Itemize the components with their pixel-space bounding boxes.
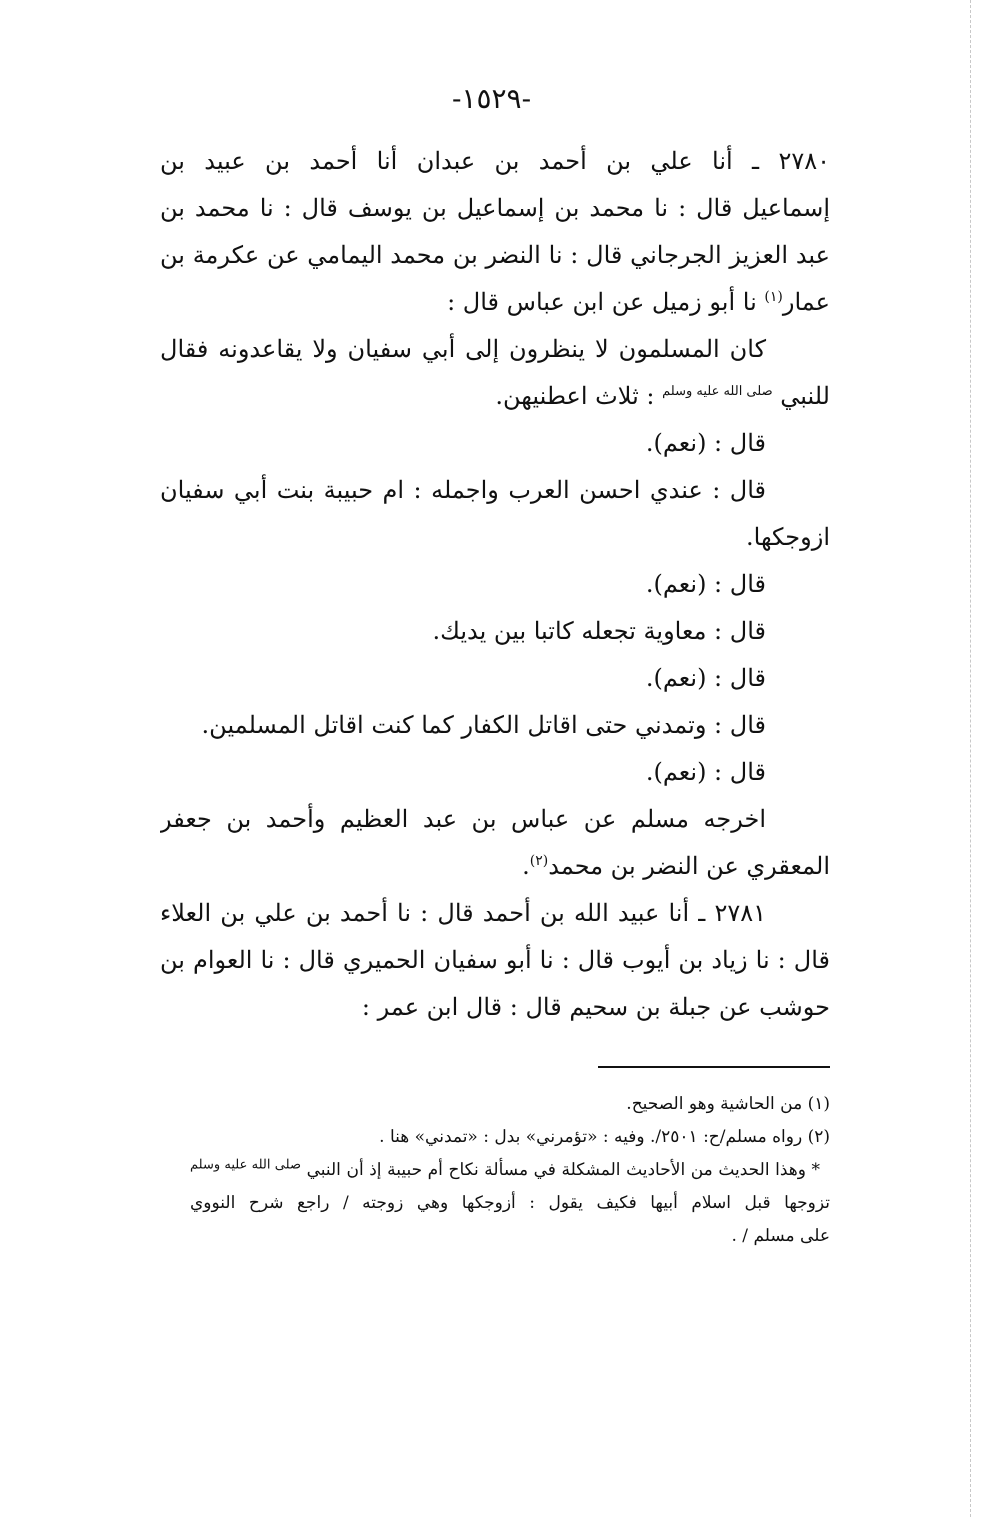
footnote-ref-1: (١) bbox=[764, 289, 783, 305]
text-line-2: إسماعيل قال : نا محمد بن إسماعيل بن يوسف قال : نا محمد بن bbox=[160, 194, 830, 222]
footnotes-block bbox=[190, 1088, 830, 1253]
footnote-2: (٢) رواه مسلم/ح: ٢٥٠١/. وفيه : «تؤمرني» بدل : «تمدني» هنا . bbox=[379, 1127, 830, 1147]
text-line-14: قال : (نعم). bbox=[645, 758, 766, 786]
footnote-note-line-1-text: * وهذا الحديث من الأحاديث المشكلة في مسألة نكاح أم حبيبة إذ أن النبي bbox=[306, 1160, 821, 1180]
footnote-note-line-2: تزوجها قبل اسلام أبيها فكيف يقول : أزوجكها وهي زوجته / راجع شرح النووي bbox=[190, 1193, 830, 1213]
text-line-10: قال : (نعم). bbox=[645, 570, 766, 598]
salawat-glyph: صلى الله عليه وسلم bbox=[662, 384, 773, 399]
text-line-13: قال : وتمدني حتى اقاتل الكفار كما كنت اقاتل المسلمين. bbox=[201, 711, 766, 739]
footnote-note-line-3: على مسلم / . bbox=[731, 1226, 830, 1246]
footnote-separator bbox=[598, 1066, 830, 1068]
text-line-11: قال : معاوية تجعله كاتبا بين يديك. bbox=[432, 617, 766, 645]
page-number: -١٥٢٩- bbox=[451, 82, 532, 115]
text-line-6 bbox=[160, 373, 830, 420]
text-line-5: كان المسلمون لا ينظرون إلى أبي سفيان ولا يقاعدونه فقال bbox=[160, 335, 766, 363]
inline-word-nabi: للنبي bbox=[780, 382, 830, 410]
text-line-15: اخرجه مسلم عن عباس بن عبد العظيم وأحمد بن جعفر bbox=[160, 805, 766, 833]
text-line-9: ازوجكها. bbox=[746, 523, 830, 551]
text-line-18: قال : نا زياد بن أيوب قال : نا أبو سفيان الحميري قال : نا العوام بن bbox=[160, 946, 830, 974]
footnote-ref-2: (٢) bbox=[529, 853, 549, 869]
text-line-16-period: . bbox=[522, 852, 530, 880]
text-line-8: قال : عندي احسن العرب واجمله : ام حبيبة بنت أبي سفيان bbox=[160, 476, 766, 504]
inline-word-ammar: عمار bbox=[782, 288, 830, 316]
text-line-17: ٢٧٨١ ـ أنا عبيد الله بن أحمد قال : نا أحمد بن علي بن العلاء bbox=[160, 899, 766, 927]
text-line-19: حوشب عن جبلة بن سحيم قال : قال ابن عمر : bbox=[361, 993, 830, 1021]
text-line-3: عبد العزيز الجرجاني قال : نا النضر بن محمد اليمامي عن عكرمة بن bbox=[160, 241, 830, 269]
text-line-4 bbox=[160, 279, 830, 326]
text-line-7: قال : (نعم). bbox=[645, 429, 766, 457]
footnote-note-line-1 bbox=[190, 1154, 830, 1187]
text-line-16 bbox=[160, 843, 830, 890]
text-line-16-main: المعقري عن النضر بن محمد bbox=[548, 852, 830, 880]
text-line-1: ٢٧٨٠ ـ أنا علي بن أحمد بن عبدان أنا أحمد بن عبيد بن bbox=[160, 147, 830, 175]
text-line-4-rest: نا أبو زميل عن ابن عباس قال : bbox=[447, 288, 757, 316]
footnote-1: (١) من الحاشية وهو الصحيح. bbox=[626, 1094, 830, 1114]
page-edge-line bbox=[970, 0, 972, 1517]
footnote-salawat-glyph: صلى الله عليه وسلم bbox=[190, 1157, 301, 1173]
text-line-12: قال : (نعم). bbox=[645, 664, 766, 692]
text-line-6-rest: : ثلاث اعطنيهن. bbox=[495, 382, 655, 410]
hadith-text-block bbox=[160, 138, 830, 1031]
